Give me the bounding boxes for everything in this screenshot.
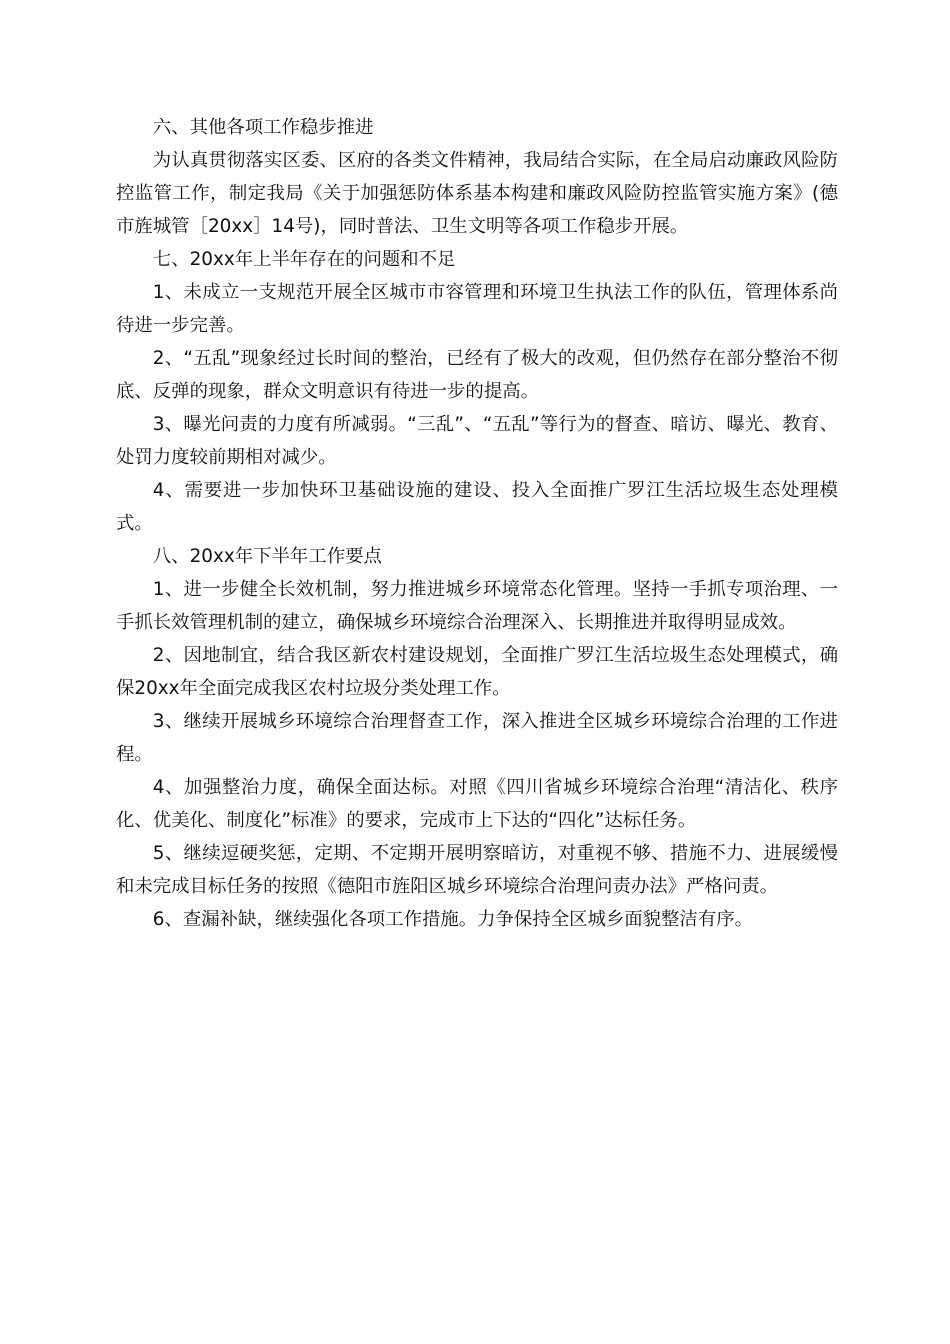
- plan-item-5: 5、继续逗硬奖惩，定期、不定期开展明察暗访，对重视不够、措施不力、进展缓慢和未完成目标任务的按照《德阳市旌阳区城乡环境综合治理问责办法》严格问责。: [116, 843, 838, 897]
- problem-item-1: 1、未成立一支规范开展全区城市市容管理和环境卫生执法工作的队伍，管理体系尚待进一步完善。: [116, 282, 838, 336]
- plan-item-3: 3、继续开展城乡环境综合治理督查工作，深入推进全区城乡环境综合治理的工作进程。: [116, 711, 838, 765]
- plan-item-1: 1、进一步健全长效机制，努力推进城乡环境常态化管理。坚持一手抓专项治理、一手抓长效管理机制的建立，确保城乡环境综合治理深入、长期推进并取得明显成效。: [116, 579, 838, 633]
- plan-item-4: 4、加强整治力度，确保全面达标。对照《四川省城乡环境综合治理“清洁化、秩序化、优美化、制度化”标准》的要求，完成市上下达的“四化”达标任务。: [116, 777, 838, 831]
- problem-item-2: 2、“五乱”现象经过长时间的整治，已经有了极大的改观，但仍然存在部分整治不彻底、反弹的现象，群众文明意识有待进一步的提高。: [116, 348, 838, 402]
- problem-item-4: 4、需要进一步加快环卫基础设施的建设、投入全面推广罗江生活垃圾生态处理模式。: [116, 480, 838, 534]
- document-body: [116, 111, 838, 936]
- section-heading-7: 七、20xx年上半年存在的问题和不足: [152, 249, 456, 270]
- paragraph-6-body: 为认真贯彻落实区委、区府的各类文件精神，我局结合实际，在全局启动廉政风险防控监管工作，制定我局《关于加强惩防体系基本构建和廉政风险防控监管实施方案》(德市旌城管［20xx］14号)，同时普法、卫生文明等各项工作稳步开展。: [116, 150, 838, 237]
- plan-item-2: 2、因地制宜，结合我区新农村建设规划，全面推广罗江生活垃圾生态处理模式，确保20xx年全面完成我区农村垃圾分类处理工作。: [116, 645, 838, 699]
- plan-item-6: 6、查漏补缺，继续强化各项工作措施。力争保持全区城乡面貌整洁有序。: [152, 909, 753, 930]
- section-heading-8: 八、20xx年下半年工作要点: [152, 546, 382, 567]
- problem-item-3: 3、曝光问责的力度有所减弱。“三乱”、“五乱”等行为的督查、暗访、曝光、教育、处罚力度较前期相对减少。: [116, 414, 838, 468]
- section-heading-6: 六、其他各项工作稳步推进: [152, 117, 374, 138]
